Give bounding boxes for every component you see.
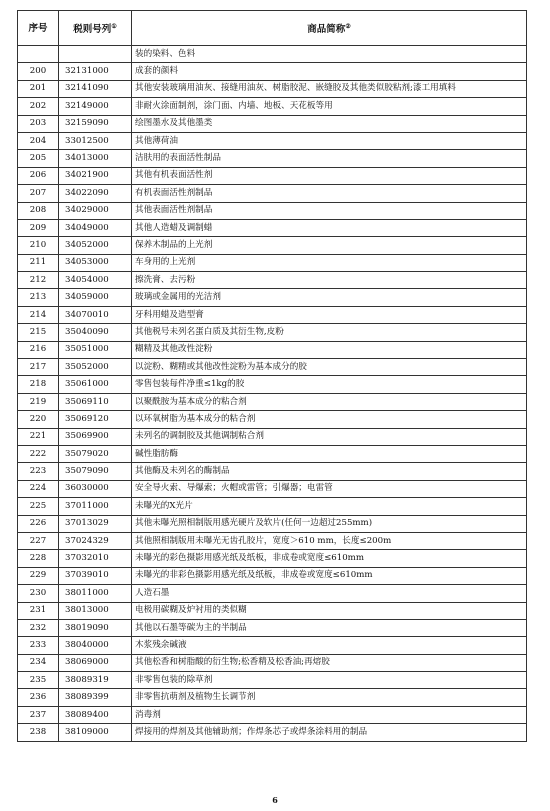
row-code-cell: 32141090 — [59, 80, 132, 97]
row-code-cell: 33012500 — [59, 132, 132, 149]
table-row — [18, 167, 527, 184]
row-name-cell: 保养木制品的上光剂 — [132, 237, 527, 254]
row-name-cell: 其他安装玻璃用油灰、接缝用油灰、树脂胶泥、嵌缝胶及其他类似胶粘剂;漆工用填料 — [132, 80, 527, 97]
row-seq-cell: 219 — [18, 393, 59, 410]
row-seq-cell: 237 — [18, 706, 59, 723]
row-code-cell: 38089319 — [59, 672, 132, 689]
table-row — [18, 219, 527, 236]
table-row — [18, 393, 527, 410]
row-seq-cell: 216 — [18, 341, 59, 358]
row-seq-cell: 208 — [18, 202, 59, 219]
table-row — [18, 46, 527, 63]
row-name-cell: 绘图墨水及其他墨类 — [132, 115, 527, 132]
table-row — [18, 428, 527, 445]
table-row — [18, 532, 527, 549]
row-name-cell: 非零售抗萌剂及植物生长调节剂 — [132, 689, 527, 706]
row-seq-cell: 236 — [18, 689, 59, 706]
row-name-cell: 未曝光的X光片 — [132, 498, 527, 515]
row-name-cell: 其他未曝光照相制版用感光硬片及软片(任何一边超过255mm) — [132, 515, 527, 532]
row-name-cell: 安全导火索、导爆索；火帽或雷管；引爆器；电雷管 — [132, 480, 527, 497]
row-code-cell: 35040090 — [59, 324, 132, 341]
row-code-cell: 32159090 — [59, 115, 132, 132]
table-row — [18, 254, 527, 271]
footnote-marker: ① — [111, 22, 117, 30]
row-code-cell: 34054000 — [59, 272, 132, 289]
table-row — [18, 237, 527, 254]
row-seq-cell: 205 — [18, 150, 59, 167]
row-seq-cell: 209 — [18, 219, 59, 236]
row-seq-cell: 227 — [18, 532, 59, 549]
row-name-cell: 其他以石墨等碳为主的半制品 — [132, 619, 527, 636]
row-name-cell: 其他人造蜡及调制蜡 — [132, 219, 527, 236]
row-name-cell: 未曝光的彩色摄影用感光纸及纸板，非成卷或宽度≤610mm — [132, 550, 527, 567]
row-code-cell: 34022090 — [59, 185, 132, 202]
table-row — [18, 689, 527, 706]
row-name-cell: 未曝光的非彩色摄影用感光纸及纸板，非成卷或宽度≤610mm — [132, 567, 527, 584]
row-code-cell: 34029000 — [59, 202, 132, 219]
row-seq-cell: 232 — [18, 619, 59, 636]
table-row — [18, 341, 527, 358]
row-name-cell: 其他松香和树脂酸的衍生物;松香精及松香油;再熔胶 — [132, 654, 527, 671]
row-name-cell: 洁肤用的表面活性制品 — [132, 150, 527, 167]
row-name-cell: 人造石墨 — [132, 585, 527, 602]
row-name-cell: 以聚酰胺为基本成分的粘合剂 — [132, 393, 527, 410]
table-row — [18, 98, 527, 115]
row-code-cell: 35079020 — [59, 445, 132, 462]
table-row — [18, 515, 527, 532]
row-code-cell: 32149000 — [59, 98, 132, 115]
table-row — [18, 202, 527, 219]
table-row — [18, 567, 527, 584]
row-code-cell: 38013000 — [59, 602, 132, 619]
row-code-cell: 34059000 — [59, 289, 132, 306]
page-number: 6 — [272, 795, 278, 805]
row-name-cell: 其他薄荷油 — [132, 132, 527, 149]
row-name-cell: 焊接用的焊剂及其他辅助剂；作焊条芯子或焊条涂料用的制品 — [132, 724, 527, 741]
row-name-cell: 木浆残余碱液 — [132, 637, 527, 654]
row-name-cell: 未列名的调制胶及其他调制粘合剂 — [132, 428, 527, 445]
row-seq-cell: 214 — [18, 306, 59, 323]
row-seq-cell: 222 — [18, 445, 59, 462]
row-name-cell: 以淀粉、糊精或其他改性淀粉为基本成分的胶 — [132, 359, 527, 376]
row-seq-cell: 238 — [18, 724, 59, 741]
row-name-cell: 其他有机表面活性剂 — [132, 167, 527, 184]
row-seq-cell: 231 — [18, 602, 59, 619]
row-name-cell: 有机表面活性剂制品 — [132, 185, 527, 202]
footnote-marker: ② — [345, 22, 351, 30]
table-row — [18, 359, 527, 376]
row-code-cell: 35061000 — [59, 376, 132, 393]
row-code-cell: 34049000 — [59, 219, 132, 236]
row-seq-cell: 201 — [18, 80, 59, 97]
row-code-cell: 35079090 — [59, 463, 132, 480]
table-row — [18, 306, 527, 323]
table-row — [18, 289, 527, 306]
row-seq-cell: 202 — [18, 98, 59, 115]
table-row — [18, 619, 527, 636]
table-row — [18, 585, 527, 602]
row-name-cell: 其他税号未列名蛋白质及其衍生物,皮粉 — [132, 324, 527, 341]
row-code-cell: 37024329 — [59, 532, 132, 549]
row-name-cell: 牙科用蜡及造型膏 — [132, 306, 527, 323]
row-seq-cell: 212 — [18, 272, 59, 289]
row-code-cell: 36030000 — [59, 480, 132, 497]
table-row — [18, 63, 527, 80]
row-code-cell: 34021900 — [59, 167, 132, 184]
row-seq-cell: 218 — [18, 376, 59, 393]
row-code-cell: 37013029 — [59, 515, 132, 532]
table-row — [18, 463, 527, 480]
table-body — [18, 46, 527, 742]
row-seq-cell: 203 — [18, 115, 59, 132]
table-row — [18, 150, 527, 167]
row-seq-cell: 235 — [18, 672, 59, 689]
row-seq-cell: 223 — [18, 463, 59, 480]
row-code-cell: 38089400 — [59, 706, 132, 723]
header-seq: 序号 — [18, 11, 59, 46]
row-seq-cell: 233 — [18, 637, 59, 654]
header-code: 税则号列① — [59, 11, 132, 46]
row-name-cell: 擦洗膏、去污粉 — [132, 272, 527, 289]
row-name-cell: 其他酶及未列名的酶制品 — [132, 463, 527, 480]
row-name-cell: 装的染料、色料 — [132, 46, 527, 63]
row-name-cell: 电极用碳糊及炉衬用的类似糊 — [132, 602, 527, 619]
row-code-cell: 35051000 — [59, 341, 132, 358]
row-seq-cell: 210 — [18, 237, 59, 254]
row-name-cell: 玻璃或金属用的光洁剂 — [132, 289, 527, 306]
row-seq-cell: 221 — [18, 428, 59, 445]
row-seq-cell: 229 — [18, 567, 59, 584]
table-header-row — [18, 11, 527, 46]
row-name-cell: 以环氧树脂为基本成分的粘合剂 — [132, 411, 527, 428]
row-seq-cell: 230 — [18, 585, 59, 602]
row-name-cell: 糊精及其他改性淀粉 — [132, 341, 527, 358]
row-code-cell: 37032010 — [59, 550, 132, 567]
row-code-cell: 32131000 — [59, 63, 132, 80]
row-seq-cell: 211 — [18, 254, 59, 271]
row-code-cell: 38109000 — [59, 724, 132, 741]
table-row — [18, 272, 527, 289]
table-row — [18, 445, 527, 462]
row-name-cell: 非零售包装的除草剂 — [132, 672, 527, 689]
row-code-cell: 34070010 — [59, 306, 132, 323]
row-code-cell: 35052000 — [59, 359, 132, 376]
row-code-cell: 38011000 — [59, 585, 132, 602]
row-name-cell: 碱性脂肪酶 — [132, 445, 527, 462]
table-row — [18, 132, 527, 149]
row-name-cell: 非耐火涂面制剂，涂门面、内墙、地板、天花板等用 — [132, 98, 527, 115]
tariff-table — [17, 10, 527, 742]
row-code-cell: 38069000 — [59, 654, 132, 671]
table-row — [18, 654, 527, 671]
row-seq-cell: 213 — [18, 289, 59, 306]
table-row — [18, 724, 527, 741]
row-seq-cell: 200 — [18, 63, 59, 80]
row-seq-cell: 206 — [18, 167, 59, 184]
row-code-cell: 38089399 — [59, 689, 132, 706]
row-code-cell: 37039010 — [59, 567, 132, 584]
row-code-cell: 35069900 — [59, 428, 132, 445]
row-seq-cell: 217 — [18, 359, 59, 376]
row-name-cell: 成套的颜料 — [132, 63, 527, 80]
table-row — [18, 411, 527, 428]
table-row — [18, 376, 527, 393]
row-seq-cell: 215 — [18, 324, 59, 341]
row-code-cell: 35069110 — [59, 393, 132, 410]
row-code-cell: 38019090 — [59, 619, 132, 636]
table-row — [18, 115, 527, 132]
table-row — [18, 498, 527, 515]
row-name-cell: 车身用的上光剂 — [132, 254, 527, 271]
row-seq-cell — [18, 46, 59, 63]
row-code-cell: 34052000 — [59, 237, 132, 254]
row-code-cell — [59, 46, 132, 63]
row-seq-cell: 226 — [18, 515, 59, 532]
row-name-cell: 其他照相制版用未曝光无齿孔胶片，宽度＞610 mm，长度≤200m — [132, 532, 527, 549]
table-row — [18, 602, 527, 619]
row-seq-cell: 228 — [18, 550, 59, 567]
table-row — [18, 672, 527, 689]
table-row — [18, 185, 527, 202]
row-name-cell: 零售包装每件净重≤1kg的胶 — [132, 376, 527, 393]
table-row — [18, 706, 527, 723]
table-row — [18, 80, 527, 97]
row-code-cell: 34013000 — [59, 150, 132, 167]
row-name-cell: 消毒剂 — [132, 706, 527, 723]
table-row — [18, 550, 527, 567]
row-code-cell: 38040000 — [59, 637, 132, 654]
table-row — [18, 480, 527, 497]
row-seq-cell: 207 — [18, 185, 59, 202]
row-seq-cell: 225 — [18, 498, 59, 515]
table-row — [18, 324, 527, 341]
row-seq-cell: 204 — [18, 132, 59, 149]
table-row — [18, 637, 527, 654]
row-name-cell: 其他表面活性剂制品 — [132, 202, 527, 219]
row-seq-cell: 224 — [18, 480, 59, 497]
row-seq-cell: 220 — [18, 411, 59, 428]
header-name: 商品简称② — [132, 11, 527, 46]
row-code-cell: 37011000 — [59, 498, 132, 515]
row-code-cell: 34053000 — [59, 254, 132, 271]
row-code-cell: 35069120 — [59, 411, 132, 428]
row-seq-cell: 234 — [18, 654, 59, 671]
